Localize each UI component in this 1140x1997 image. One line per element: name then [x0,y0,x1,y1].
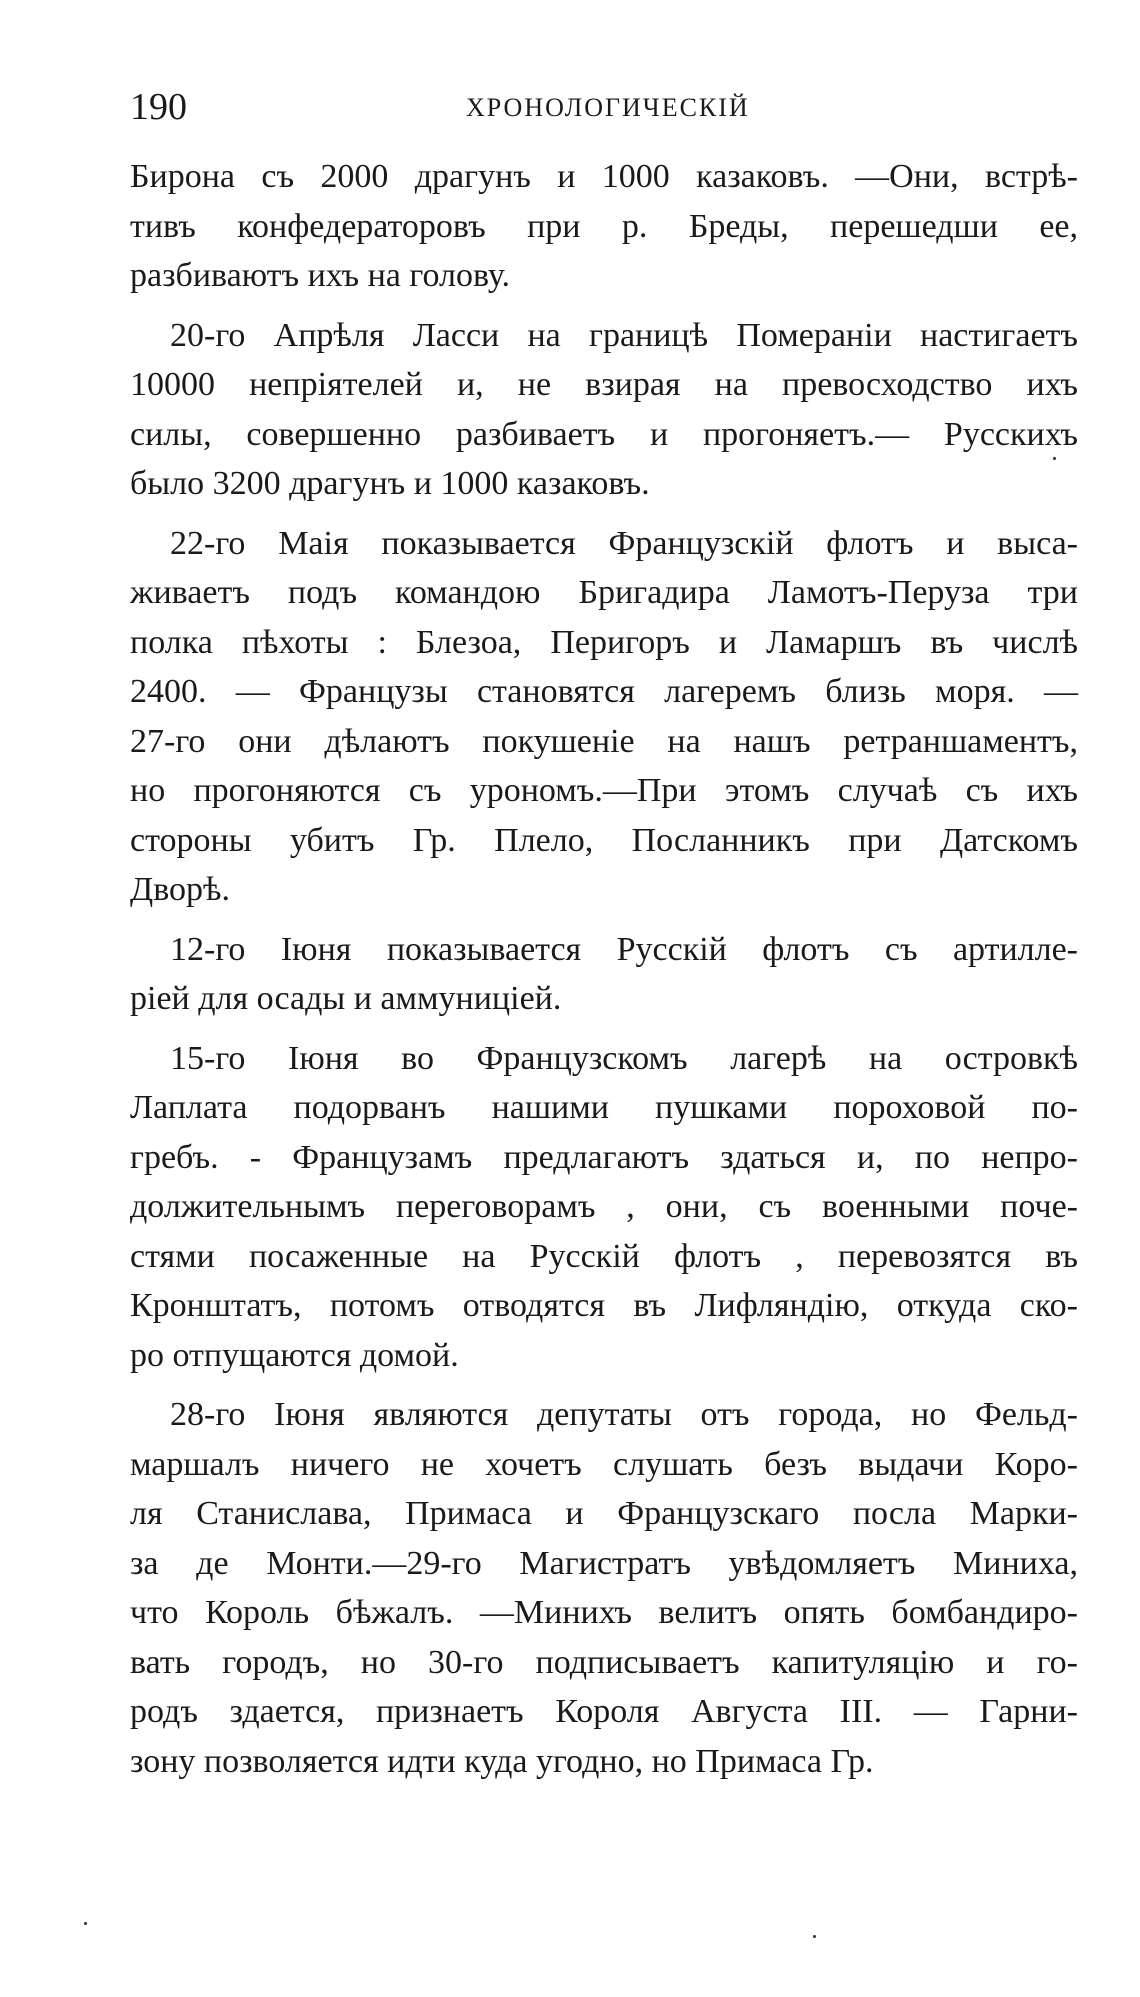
text-line: 20-го Апрѣля Ласси на границѣ Помераніи настигаетъ [170,316,1078,354]
text-line: но прогоняются съ урономъ.—При этомъ случаѣ съ ихъ [130,772,1078,809]
text-line: 15-го Іюня во Французскомъ лагерѣ на островкѣ [170,1039,1078,1077]
text-line: 2400. — Французы становятся лагеремъ близь моря. — [130,673,1078,710]
text-line: вать городъ, но 30-го подписываетъ капитуляцію и го- [130,1643,1078,1681]
text-line: 12-го Іюня показывается Русскій флотъ съ артилле- [170,930,1078,968]
text-line: Дворѣ. [130,871,230,908]
text-line: 28-го Іюня являются депутаты отъ города, но Фельд- [170,1396,1078,1433]
print-speck [813,1935,816,1938]
print-speck [1053,457,1056,460]
body-text [130,152,1078,1796]
text-line: маршалъ ничего не хочетъ слушать безъ выдачи Коро- [130,1445,1078,1483]
paragraph [130,1390,1078,1786]
page-number: 190 [130,86,187,128]
paragraph [130,311,1078,509]
text-line: силы, совершенно разбиваетъ и прогоняетъ.— Русскихъ [130,415,1078,453]
print-speck [84,1922,87,1925]
text-line: стями посаженные на Русскій флотъ , перевозятся въ [130,1237,1078,1275]
paragraph [130,925,1078,1024]
text-line: тивъ конфедераторовъ при р. Бреды, перешедши ее, [130,207,1078,245]
paragraph [130,519,1078,915]
running-head [130,82,1090,132]
text-line: живаетъ подъ командою Бригадира Ламотъ-Перуза три [130,574,1078,611]
text-line: ріей для осады и аммуниціей. [130,980,562,1017]
running-title: ХРОНОЛОГИЧЕСКІЙ [466,93,750,122]
text-line: ля Станислава, Примаса и Французскаго посла Марки- [130,1495,1078,1532]
text-line: 10000 непріятелей и, не взирая на превосходство ихъ [130,366,1078,403]
paragraph [130,1034,1078,1381]
text-line: зону позволяется идти куда угодно, но Примаса Гр. [130,1742,874,1780]
paragraph [130,152,1078,301]
text-line: 27-го они дѣлаютъ покушеніе на нашъ ретраншаментъ, [130,722,1078,760]
text-line: ро отпущаются домой. [130,1336,459,1374]
text-line: за де Монти.—29-го Магистратъ увѣдомляетъ Миниха, [130,1544,1078,1582]
text-line: 22-го Маія показывается Французскій флотъ и выса- [170,524,1078,562]
text-line: было 3200 драгунъ и 1000 казаковъ. [130,465,650,502]
text-line: полка пѣхоты : Блезоа, Перигоръ и Ламаршъ въ числѣ [130,623,1078,661]
text-line: стороны убитъ Гр. Плело, Посланникъ при Датскомъ [130,821,1078,859]
text-line: Лаплата подорванъ нашими пушками пороховой по- [130,1089,1078,1126]
text-line: родъ здается, признаетъ Короля Августа III. — Гарни- [130,1693,1078,1730]
text-line: Кронштатъ, потомъ отводятся въ Лифляндію, откуда ско- [130,1287,1078,1324]
text-line: разбиваютъ ихъ на голову. [130,257,510,294]
text-line: что Король бѣжалъ. —Минихъ велитъ опять бомбандиро- [130,1594,1078,1631]
text-line: Бирона съ 2000 драгунъ и 1000 казаковъ. —Они, встрѣ- [130,158,1078,195]
text-line: гребъ. - Французамъ предлагаютъ здаться и, по непро- [130,1138,1078,1176]
text-line: должительнымъ переговорамъ , они, съ военными поче- [130,1188,1078,1225]
